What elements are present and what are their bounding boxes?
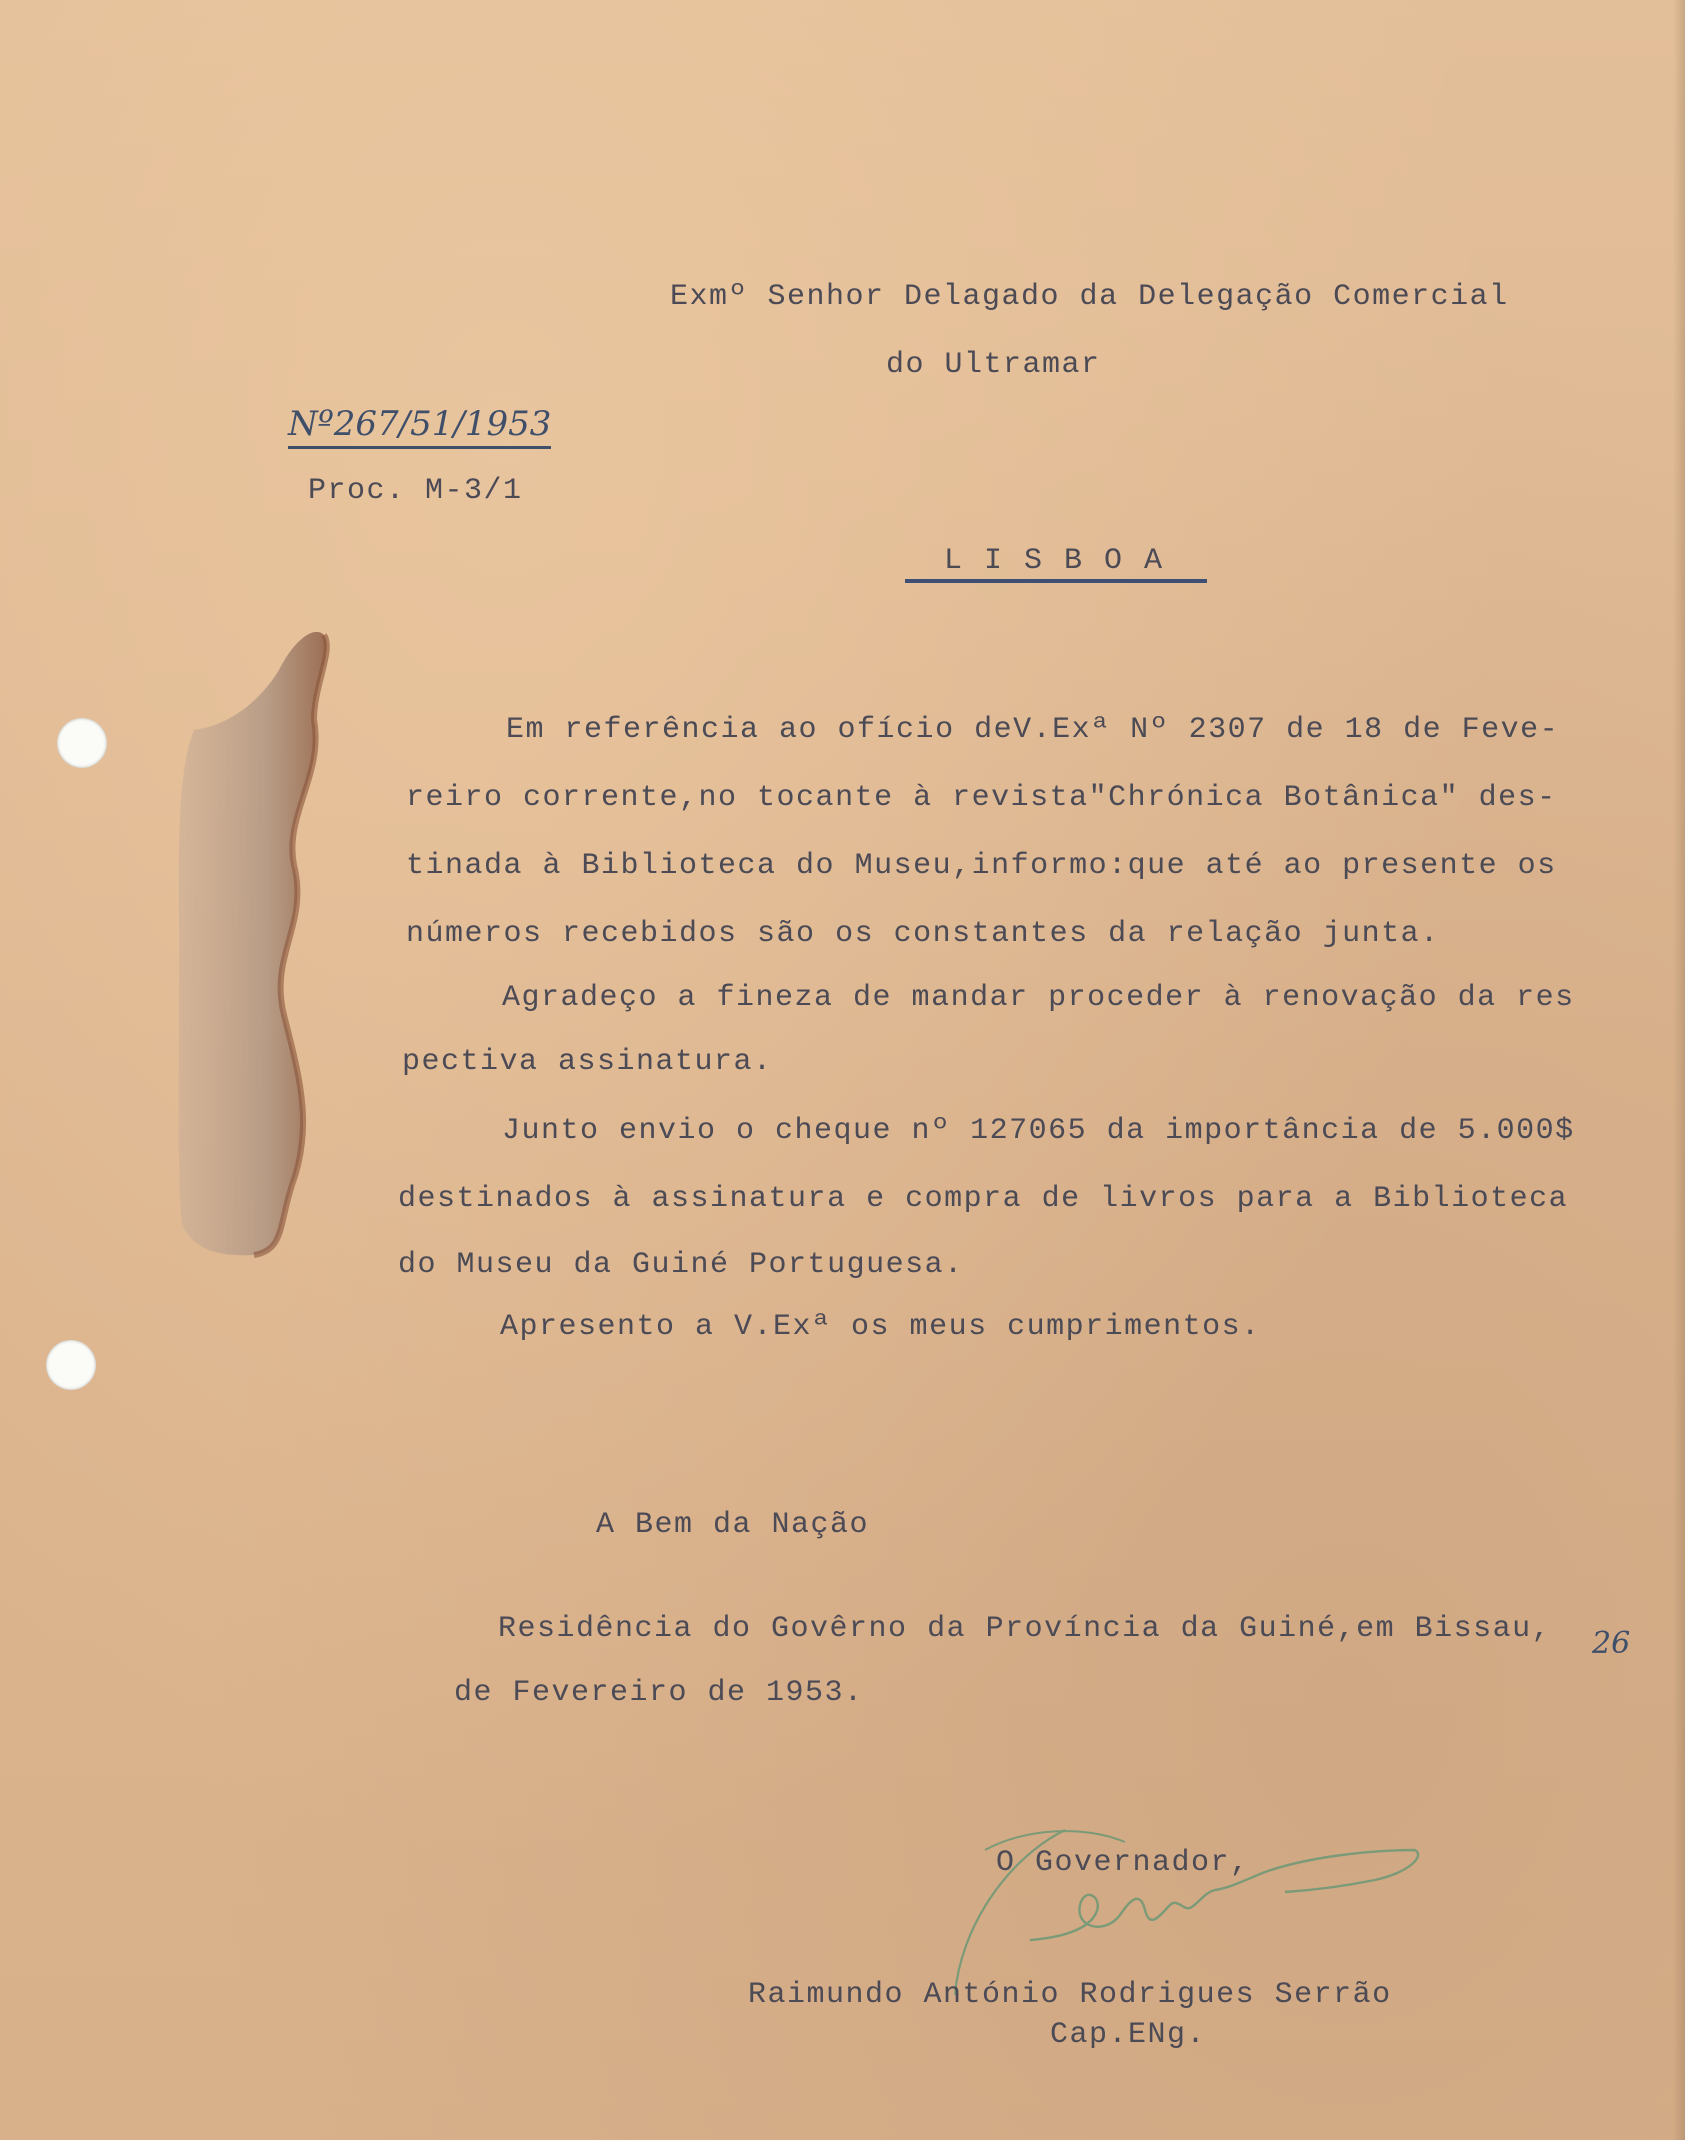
water-stain	[174, 625, 354, 1265]
place-date-line-2: de Fevereiro de 1953.	[454, 1676, 864, 1710]
body-line: números recebidos são os constantes da relação junta.	[406, 917, 1440, 951]
punch-hole-lower	[46, 1340, 96, 1390]
handwritten-day: 26	[1592, 1626, 1631, 1661]
paper-edge-shadow	[1673, 0, 1685, 2140]
addressee-line-1: Exmº Senhor Delagado da Delegação Comercial	[670, 280, 1509, 314]
addressee-line-2: do Ultramar	[886, 348, 1101, 382]
body-line: Junto envio o cheque nº 127065 da importância de 5.000$	[502, 1114, 1575, 1148]
city-heading: LISBOA	[944, 544, 1185, 578]
signer-title: O Governador,	[996, 1846, 1250, 1880]
city-underline	[905, 579, 1207, 583]
reference-number: Nº267/51/1953	[288, 404, 551, 449]
body-line: Apresento a V.Exª os meus cumprimentos.	[500, 1310, 1261, 1344]
body-line: Agradeço a fineza de mandar proceder à renovação da res	[502, 981, 1575, 1015]
body-line: tinada à Biblioteca do Museu,informo:que até ao presente os	[406, 849, 1557, 883]
signer-rank: Cap.ENg.	[1050, 2018, 1207, 2052]
process-number: Proc. M-3/1	[308, 474, 523, 508]
handwritten-signature	[945, 1820, 1435, 2000]
punch-hole-upper	[57, 718, 107, 768]
body-line: Em referência ao ofício deV.Exª Nº 2307 de 18 de Feve-	[506, 713, 1560, 747]
closing-formula: A Bem da Nação	[596, 1508, 870, 1542]
body-line: destinados à assinatura e compra de livros para a Biblioteca	[398, 1182, 1569, 1216]
body-line: do Museu da Guiné Portuguesa.	[398, 1248, 964, 1282]
body-line: reiro corrente,no tocante à revista"Chrónica Botânica" des-	[406, 781, 1557, 815]
place-date-line-1: Residência do Govêrno da Província da Guiné,em Bissau,	[498, 1612, 1552, 1646]
body-line: pectiva assinatura.	[402, 1045, 773, 1079]
signer-name: Raimundo António Rodrigues Serrão	[748, 1978, 1392, 2012]
